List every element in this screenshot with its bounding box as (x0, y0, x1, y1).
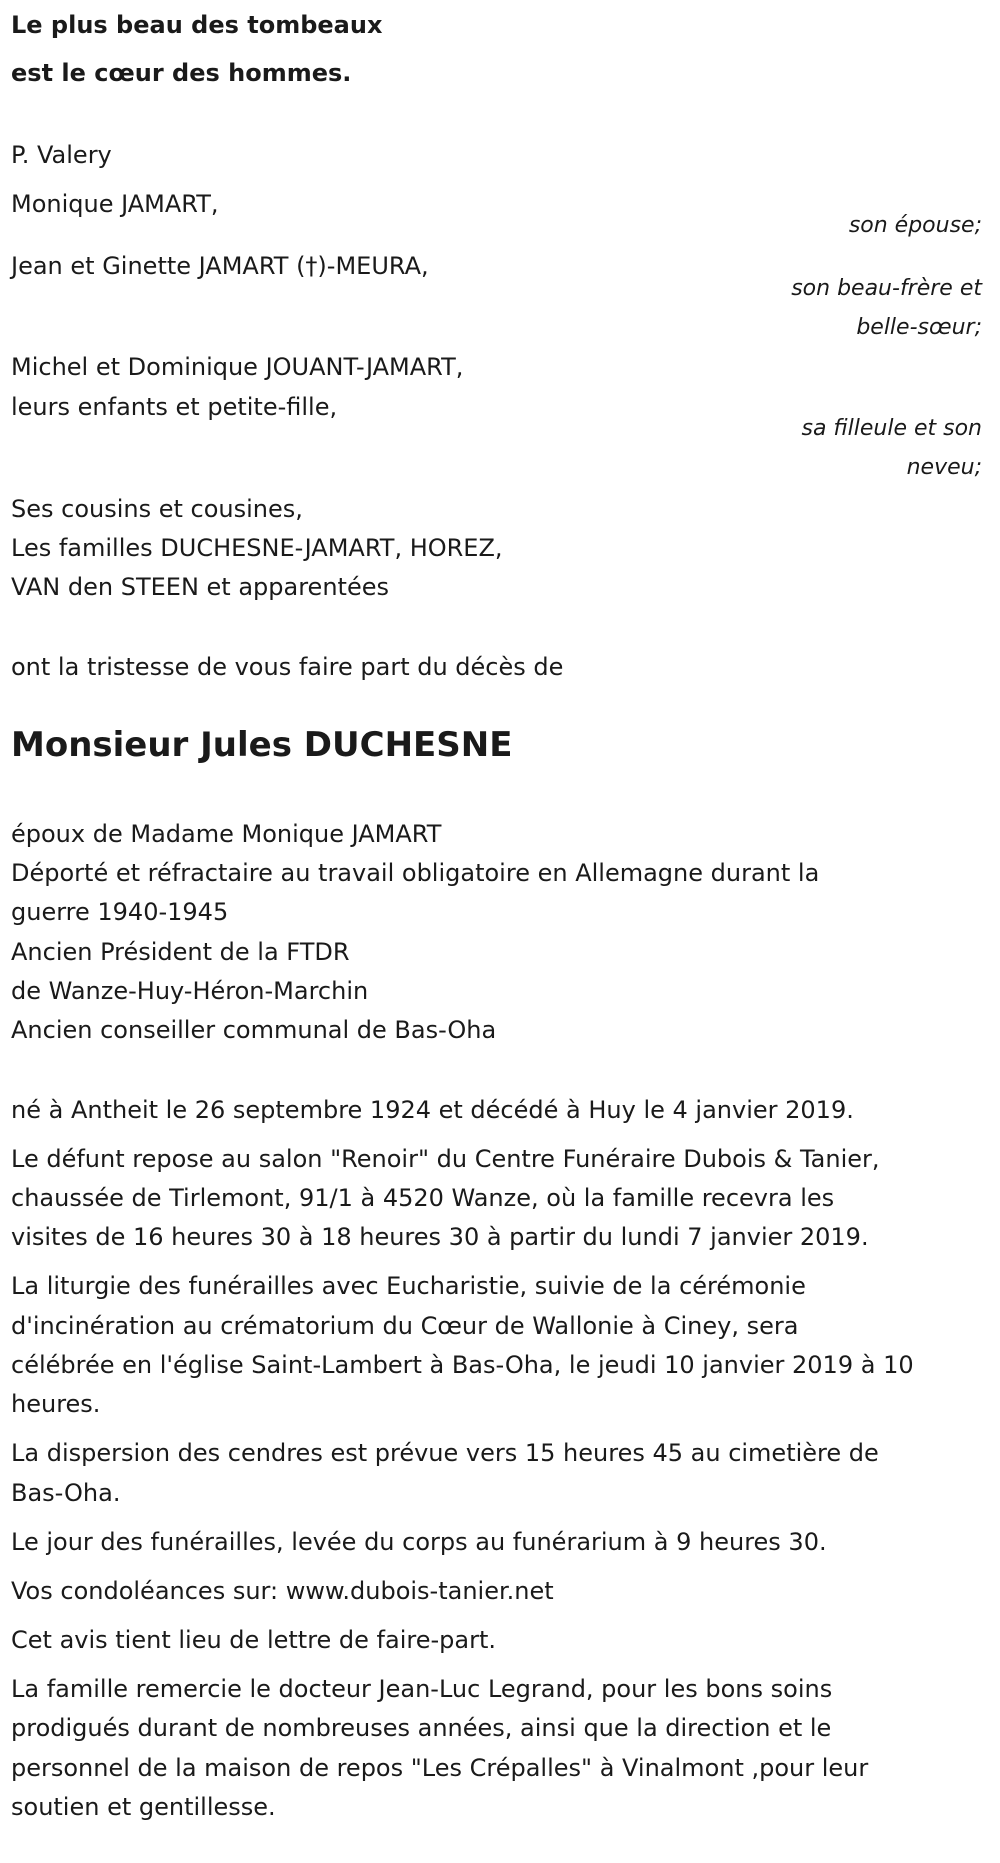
deceased-title-1: époux de Madame Monique JAMART (11, 820, 442, 848)
deceased-title-2: Déporté et réfractaire au travail obligatoire en Allemagne durant la (11, 859, 820, 887)
deceased-title-5: de Wanze-Huy-Héron-Marchin (11, 977, 369, 1005)
deceased-title-6: Ancien conseiller communal de Bas-Oha (11, 1016, 497, 1044)
liturgy-line-2: d'incinération au crématorium du Cœur de Wallonie à Ciney, sera (11, 1312, 799, 1340)
condolences: Vos condoléances sur: www.dubois-tanier.net (11, 1577, 554, 1605)
notice: Cet avis tient lieu de lettre de faire-part. (11, 1626, 496, 1654)
family-in-laws-relation-1: son beau-frère et (791, 276, 982, 301)
dispersion-line-2: Bas-Oha. (11, 1479, 121, 1507)
quote-author: P. Valery (11, 141, 112, 169)
family-cousins-2: Les familles DUCHESNE-JAMART, HOREZ, (11, 534, 503, 562)
family-spouse: Monique JAMART, (11, 190, 219, 218)
dispersion-line-1: La dispersion des cendres est prévue vers 15 heures 45 au cimetière de (11, 1439, 879, 1467)
liturgy-line-3: célébrée en l'église Saint-Lambert à Bas-Oha, le jeudi 10 janvier 2019 à 10 (11, 1351, 914, 1379)
thanks-line-1: La famille remercie le docteur Jean-Luc Legrand, pour les bons soins (11, 1675, 833, 1703)
family-cousins-3: VAN den STEEN et apparentées (11, 573, 389, 601)
family-godchild-1: Michel et Dominique JOUANT-JAMART, (11, 353, 464, 381)
repose-line-3: visites de 16 heures 30 à 18 heures 30 à partir du lundi 7 janvier 2019. (11, 1223, 869, 1251)
repose-line-1: Le défunt repose au salon "Renoir" du Centre Funéraire Dubois & Tanier, (11, 1145, 880, 1173)
deceased-name: Monsieur Jules DUCHESNE (11, 725, 513, 765)
quote-line-1: Le plus beau des tombeaux (11, 11, 383, 39)
birth-death: né à Antheit le 26 septembre 1924 et décédé à Huy le 4 janvier 2019. (11, 1096, 854, 1124)
announcement: ont la tristesse de vous faire part du décès de (11, 653, 564, 681)
quote-line-2: est le cœur des hommes. (11, 59, 352, 87)
family-cousins-1: Ses cousins et cousines, (11, 495, 303, 523)
family-godchild-relation-2: neveu; (906, 455, 982, 480)
thanks-line-4: soutien et gentillesse. (11, 1793, 276, 1821)
family-in-laws: Jean et Ginette JAMART (†)-MEURA, (11, 252, 429, 280)
family-godchild-2: leurs enfants et petite-fille, (11, 393, 338, 421)
liturgy-line-4: heures. (11, 1390, 101, 1418)
deceased-title-4: Ancien Président de la FTDR (11, 938, 350, 966)
liturgy-line-1: La liturgie des funérailles avec Eucharistie, suivie de la cérémonie (11, 1272, 806, 1300)
repose-line-2: chaussée de Tirlemont, 91/1 à 4520 Wanze, où la famille recevra les (11, 1184, 835, 1212)
thanks-line-2: prodigués durant de nombreuses années, ainsi que la direction et le (11, 1714, 832, 1742)
family-spouse-relation: son épouse; (848, 213, 982, 238)
family-godchild-relation-1: sa filleule et son (801, 416, 982, 441)
family-in-laws-relation-2: belle-sœur; (856, 315, 982, 340)
deceased-title-3: guerre 1940-1945 (11, 898, 229, 926)
thanks-line-3: personnel de la maison de repos "Les Crépalles" à Vinalmont ,pour leur (11, 1754, 869, 1782)
levee: Le jour des funérailles, levée du corps au funérarium à 9 heures 30. (11, 1528, 827, 1556)
